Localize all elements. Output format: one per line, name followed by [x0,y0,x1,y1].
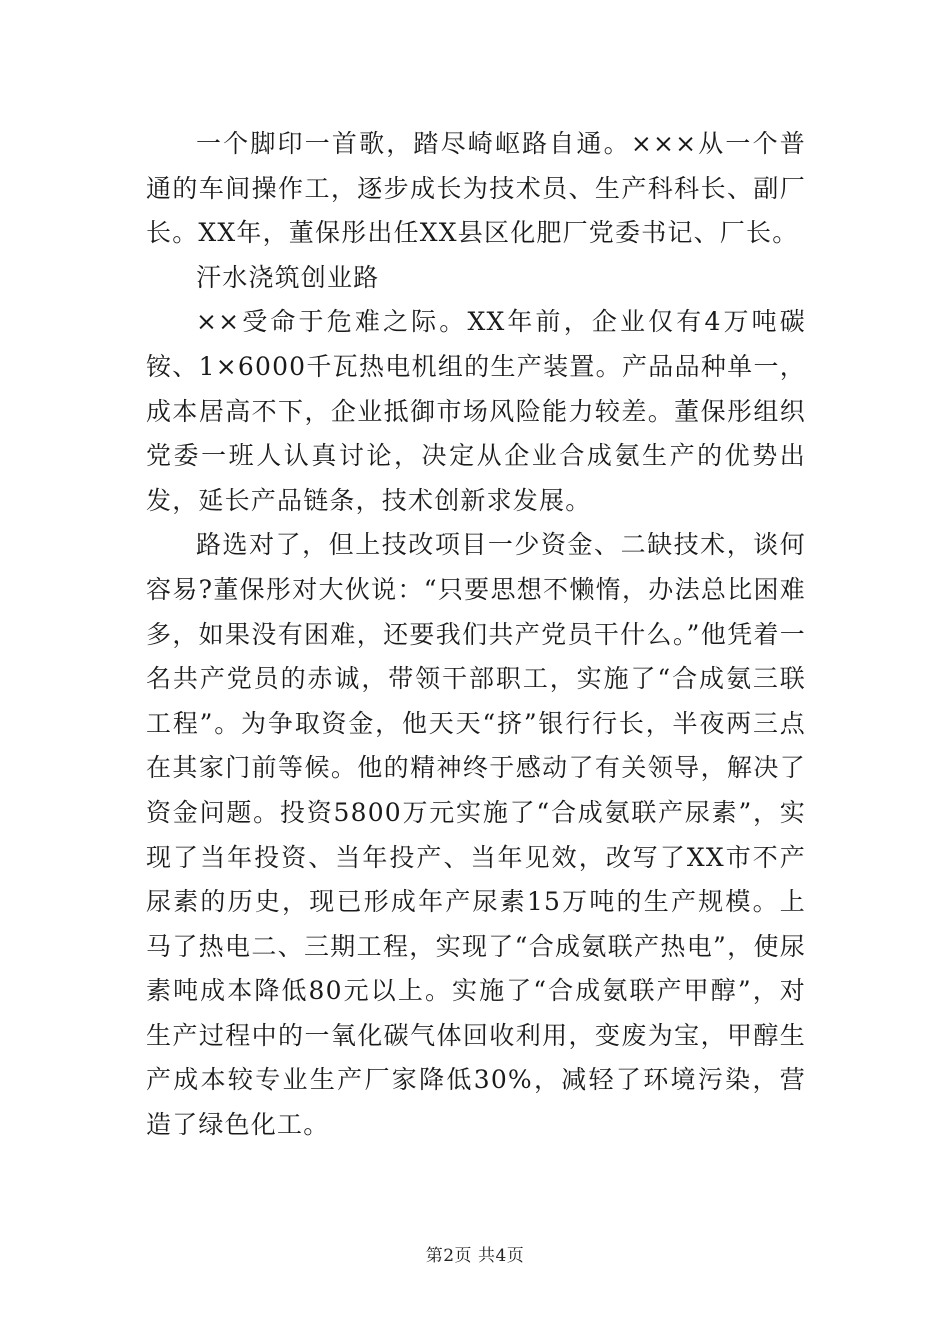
paragraph-intro: 一个脚印一首歌，踏尽崎岖路自通。×××从一个普通的车间操作工，逐步成长为技术员、生产科科长、副厂长。XX年，董保彤出任XX县区化肥厂党委书记、厂长。 [146,129,806,248]
page-number-footer: 第2页 共4页 [425,1246,525,1266]
document-body [146,122,806,1148]
paragraph-projects: 路选对了，但上技改项目一少资金、二缺技术，谈何容易?董保彤对大伙说：“只要思想不懒惰，办法总比困难多，如果没有困难，还要我们共产党员干什么。”他凭着一名共产党员的赤诚，带领干部职工，实施了“合成氨三联工程”。为争取资金，他天天“挤”银行行长，半夜两三点在其家门前等候。他的精神终于感动了有关领导，解决了资金问题。投资5800万元实施了“合成氨联产尿素”，实现了当年投资、当年投产、当年见效，改写了XX市不产尿素的历史，现已形成年产尿素15万吨的生产规模。上马了热电二、三期工程，实现了“合成氨联产热电”，使尿素吨成本降低80元以上。实施了“合成氨联产甲醇”，对生产过程中的一氧化碳气体回收利用，变废为宝，甲醇生产成本较专业生产厂家降低30%，减轻了环境污染，营造了绿色化工。 [146,530,806,1140]
paragraph-crisis: ××受命于危难之际。XX年前，企业仅有4万吨碳铵、1×6000千瓦热电机组的生产装置。产品品种单一，成本居高不下，企业抵御市场风险能力较差。董保彤组织党委一班人认真讨论，决定从企业合成氨生产的优势出发，延长产品链条，技术创新求发展。 [146,307,806,515]
section-heading: 汗水浇筑创业路 [196,262,380,292]
